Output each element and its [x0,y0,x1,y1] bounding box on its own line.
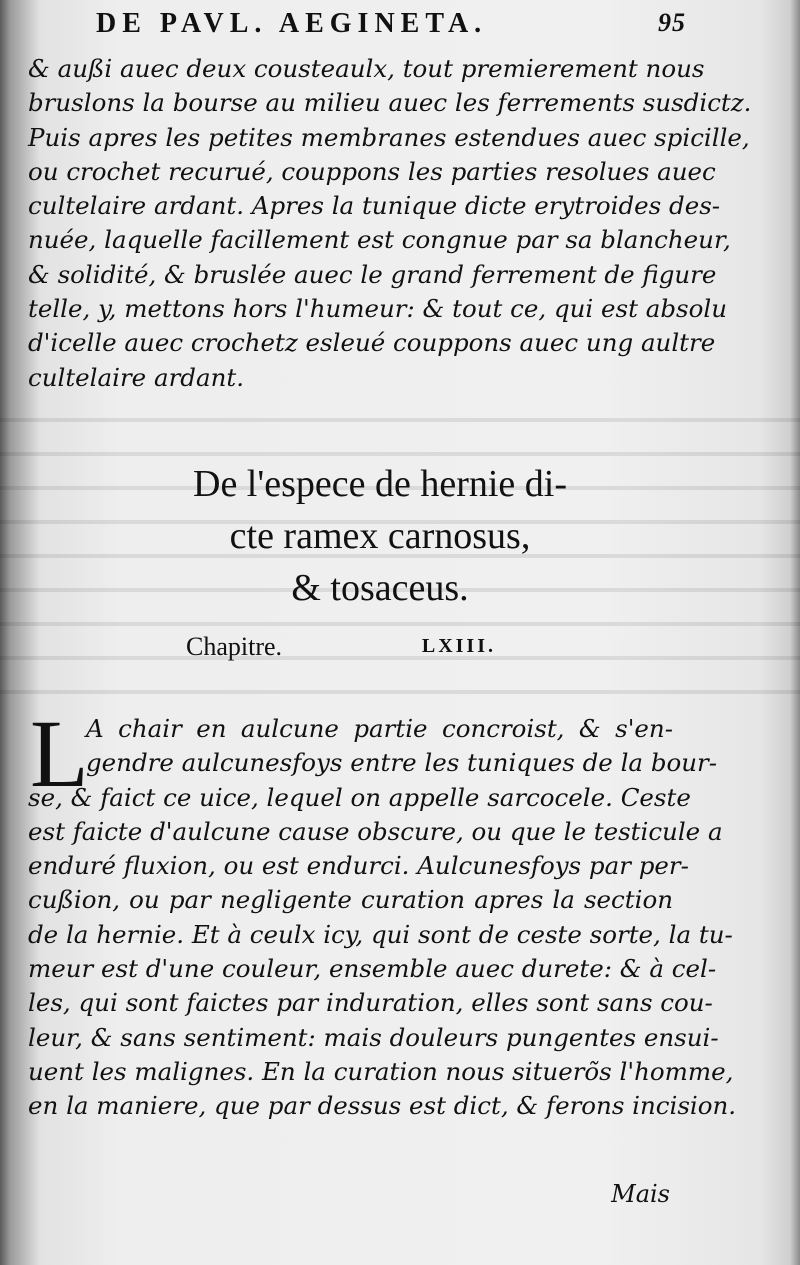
text-line: cultelaire ardant. Apres la tunique dicte erytroides des- [28,191,721,221]
text-line: de la hernie. Et à ceulx icy, qui sont de ceste sorte, la tu- [28,919,733,949]
text-line: gendre aulcunesfoys entre les tuniques de la bour- [86,748,718,778]
text-line: meur est d'une couleur, ensemble auec durete: & à cel- [28,954,717,984]
section-heading [100,458,660,614]
text-line: Puis apres les petites membranes estendues auec spicille, [28,122,750,152]
text-line: enduré fluxion, ou est endurci. Aulcunesfoys par per- [28,851,689,881]
paragraph-2 [28,712,737,1124]
running-title: DE PAVL. AEGINETA. [96,8,488,39]
text-line: cultelaire ardant. [28,362,244,392]
page-number: 95 [658,8,686,37]
text-line: les, qui sont faictes par induration, elles sont sans cou- [28,988,713,1018]
heading-line: cte ramex carnosus, [229,515,531,557]
text-line: leur, & sans sentiment: mais douleurs pungentes ensui- [28,1022,719,1052]
text-line: en la maniere, que par dessus est dict, & ferons incision. [28,1091,737,1121]
text-line: d'icelle auec crochetz esleué couppons auec ung aultre [28,328,716,358]
text-line: bruslons la bourse au milieu auec les ferrements susdictz. [28,88,752,118]
chapter-word: Chapitre. [186,632,283,661]
text-line: cußion, ou par negligente curation apres la section [28,885,673,915]
paragraph-1 [28,52,752,395]
text-line: A chair en aulcune partie concroist, & s'en- [86,714,673,743]
text-line: nuée, laquelle facillement est congnue par sa blancheur, [28,225,731,255]
text-line: se, & faict ce uice, lequel on appelle sarcocele. Ceste [28,782,691,812]
heading-line: De l'espece de hernie di- [193,463,567,505]
catchword: Mais [611,1180,670,1208]
text-line: telle, y, mettons hors l'humeur: & tout ce, qui est absolu [28,294,727,324]
text-line: & außi auec deux cousteaulx, tout premierement nous [28,54,705,83]
drop-capital: L [30,700,89,807]
text-line: est faicte d'aulcune cause obscure, ou que le testicule a [28,816,723,846]
text-line: & solidité, & bruslée auec le grand ferrement de figure [28,259,717,289]
text-line: ou crochet recurué, couppons les parties resolues auec [28,156,716,186]
heading-line: & tosaceus. [291,567,469,609]
text-line: uent les malignes. En la curation nous situerõs l'homme, [28,1056,734,1086]
running-head [96,4,686,44]
chapter-number: LXIII. [421,635,496,657]
